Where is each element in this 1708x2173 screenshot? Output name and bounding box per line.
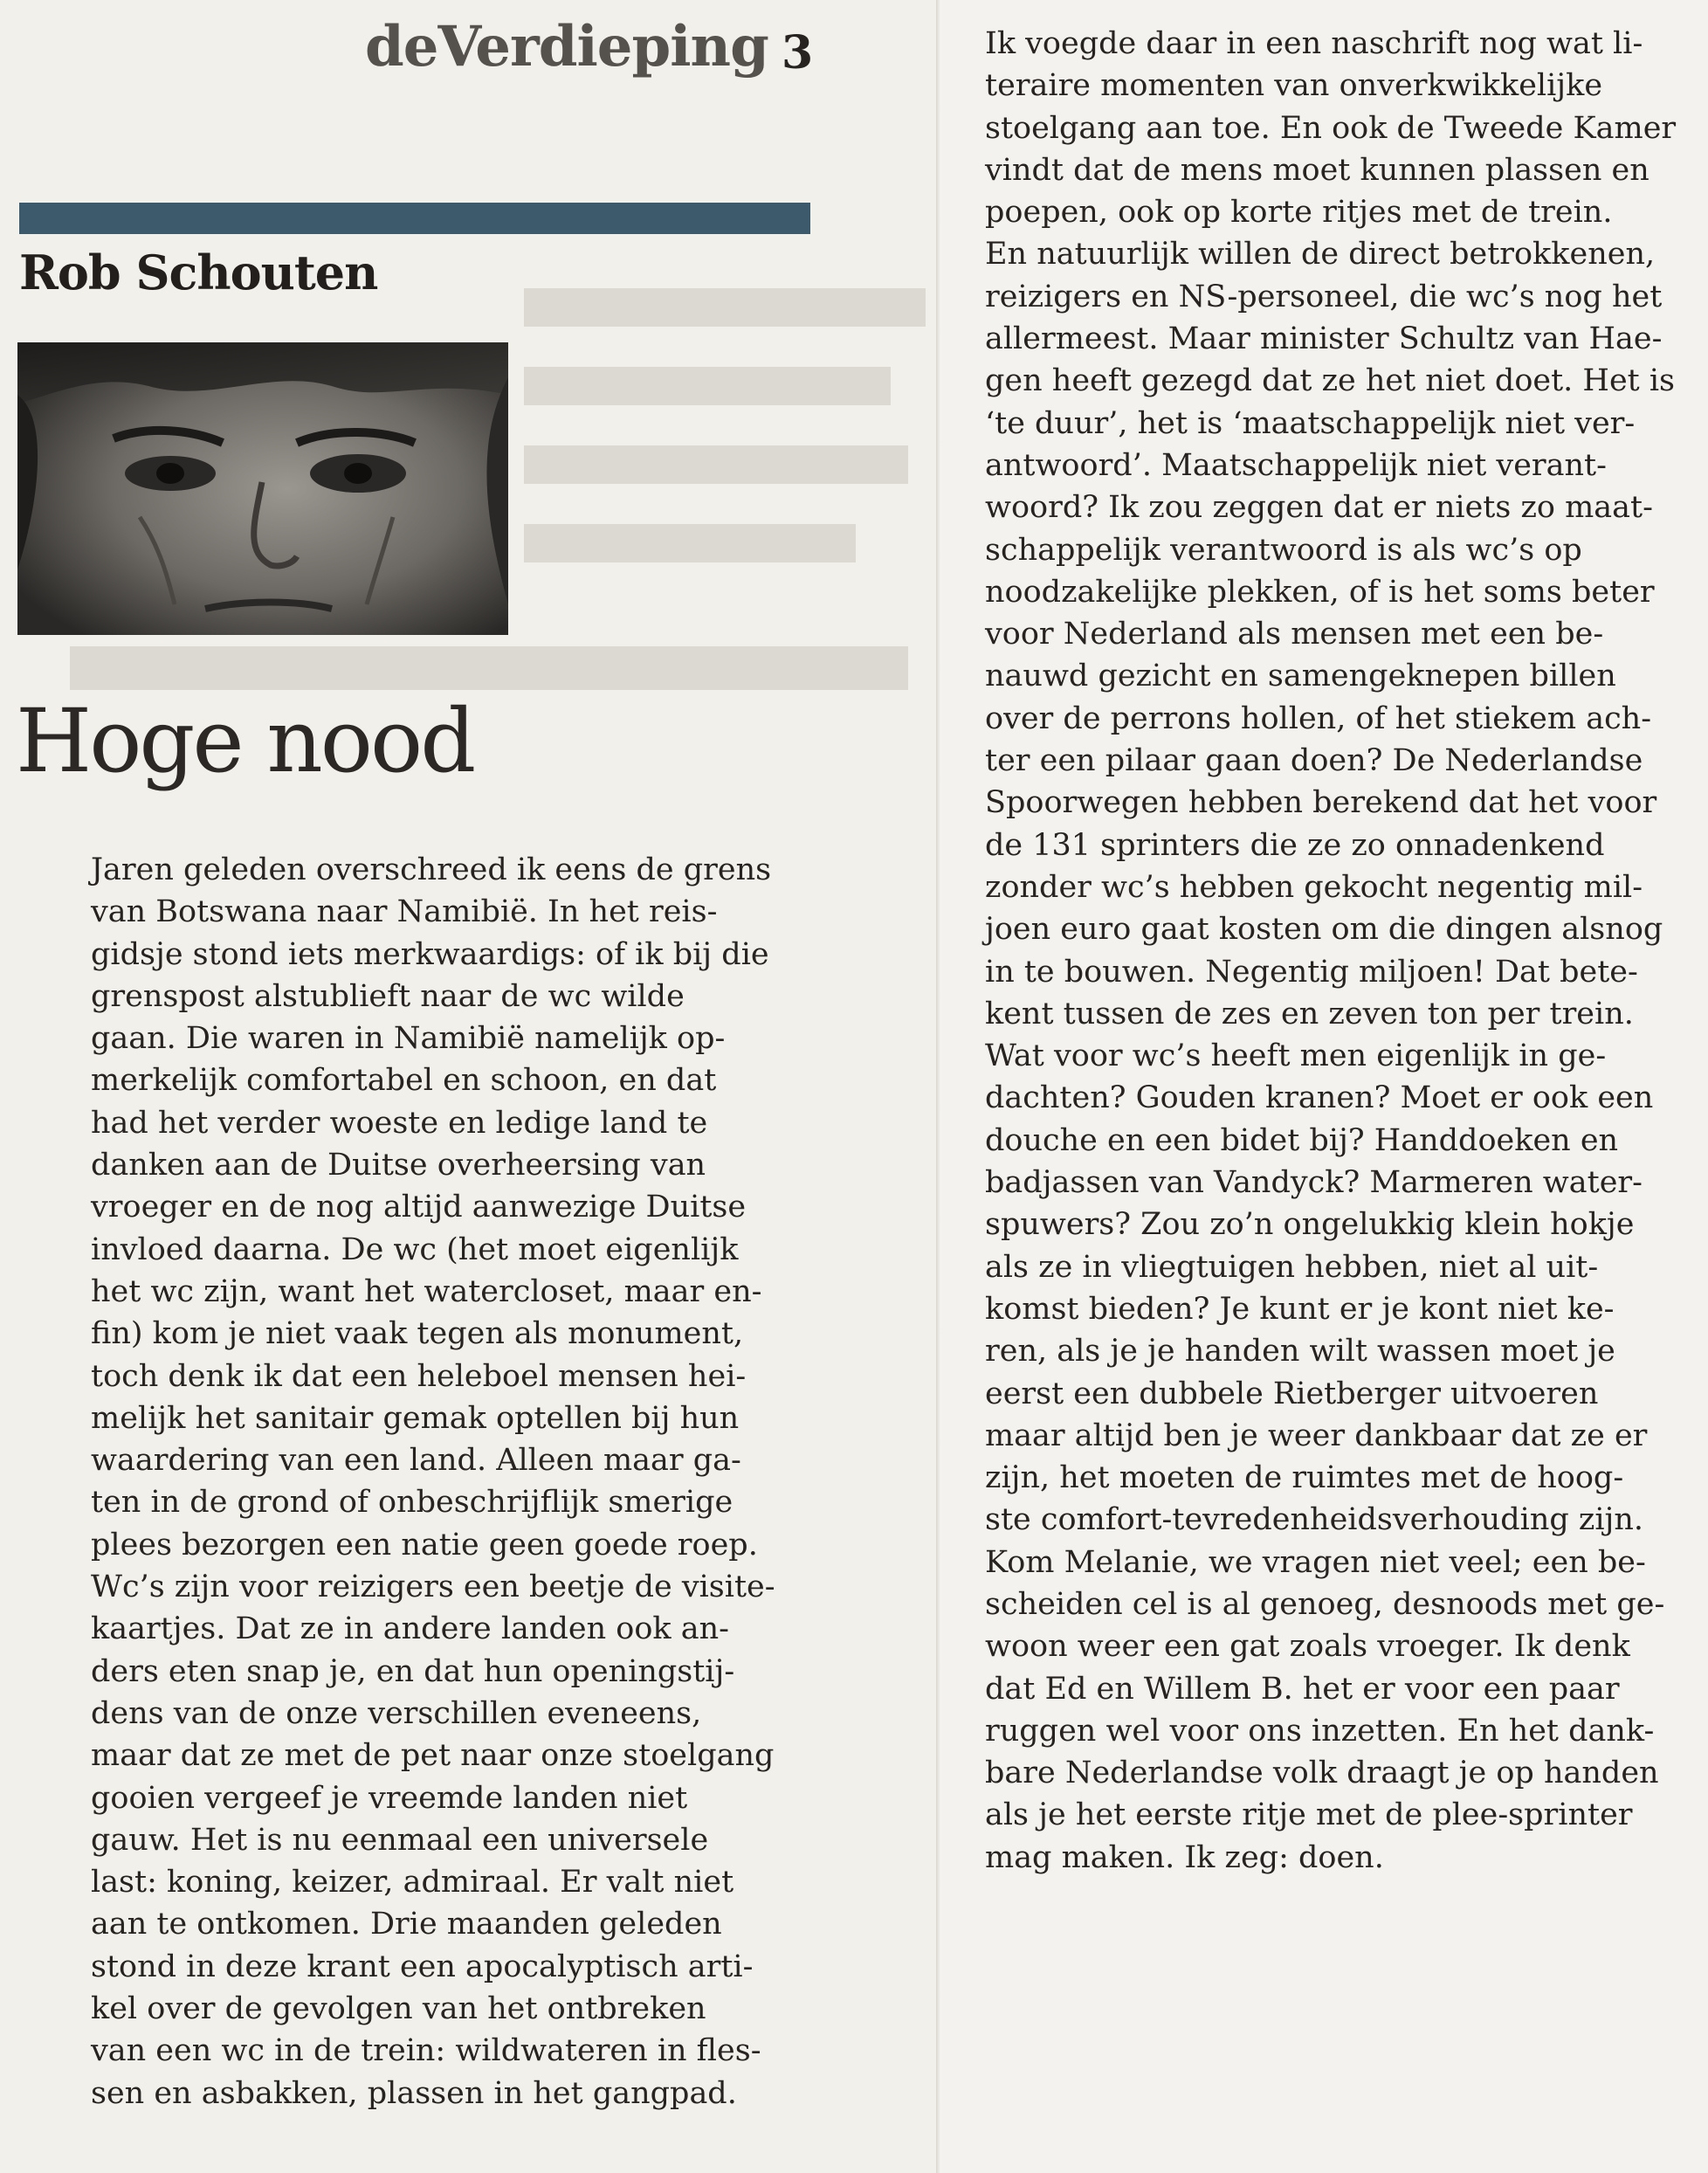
article-text-line: ren, als je je handen wilt wassen moet je (985, 1334, 1615, 1369)
article-text-line: ter een pilaar gaan doen? De Nederlandse (985, 743, 1643, 779)
article-text-line: merkelijk comfortabel en schoon, en dat (91, 1063, 717, 1099)
article-text-line: scheiden cel is al genoeg, desnoods met ge- (985, 1586, 1665, 1622)
article-text-line: Ik voegde daar in een naschrift nog wat li- (985, 26, 1643, 61)
article-text-line: kel over de gevolgen van het ontbreken (91, 1991, 706, 2027)
article-text-line: over de perrons hollen, of het stiekem ach- (985, 700, 1652, 736)
article-text-line: douche en een bidet bij? Handdoeken en (985, 1122, 1619, 1158)
article-text-line: stoelgang aan toe. En ook de Tweede Kamer (985, 110, 1677, 146)
article-text-line: kent tussen de zes en zeven ton per trein. (985, 996, 1634, 1031)
article-right-column (985, 23, 1684, 1879)
article-text-line: van Botswana naar Namibië. In het reis- (91, 894, 718, 930)
article-text-line: eerst een dubbele Rietberger uitvoeren (985, 1376, 1599, 1411)
page-divider (936, 0, 941, 2173)
section-name: deVerdieping (365, 14, 768, 79)
article-text-line: mag maken. Ik zeg: doen. (985, 1839, 1384, 1875)
article-text-line: schappelijk verantwoord is als wc’s op (985, 532, 1582, 568)
article-text-line: En natuurlijk willen de direct betrokkenen, (985, 237, 1656, 272)
article-text-line: Spoorwegen hebben berekend dat het voor (985, 785, 1657, 821)
article-text-line: zijn, het moeten de ruimtes met de hoog- (985, 1460, 1624, 1496)
article-text-line: dens van de onze verschillen eveneens, (91, 1695, 702, 1731)
article-text-line: plees bezorgen een natie geen goede roep. (91, 1527, 758, 1562)
article-left-column (91, 849, 842, 2114)
article-text-line: maar dat ze met de pet naar onze stoelgang (91, 1738, 775, 1774)
article-text-line: de 131 sprinters die ze zo onnadenkend (985, 827, 1605, 863)
article-text-line: gen heeft gezegd dat ze het niet doet. Het is (985, 363, 1676, 399)
article-text-line: gidsje stond iets merkwaardigs: of ik bij die (91, 936, 769, 972)
article-text-line: joen euro gaat kosten om die dingen alsnog (985, 912, 1663, 948)
article-text-line: had het verder woeste en ledige land te (91, 1105, 708, 1141)
article-text-line: teraire momenten van onverkwikkelijke (985, 68, 1603, 104)
article-text-line: woon weer een gat zoals vroeger. Ik denk (985, 1629, 1630, 1665)
article-text-line: danken aan de Duitse overheersing van (91, 1148, 706, 1183)
article-text-line: Kom Melanie, we vragen niet veel; een be- (985, 1544, 1646, 1580)
article-text-line: stond in deze krant een apocalyptisch arti- (91, 1949, 754, 1984)
article-text-line: als je het eerste ritje met de plee-sprinter (985, 1797, 1633, 1833)
article-text-line: ten in de grond of onbeschrijflijk smerige (91, 1485, 733, 1521)
article-text-line: grenspost alstublieft naar de wc wilde (91, 978, 685, 1014)
article-text-line: sen en asbakken, plassen in het gangpad. (91, 2075, 737, 2111)
article-text-line: gauw. Het is nu eenmaal een universele (91, 1822, 709, 1858)
article-text-line: voor Nederland als mensen met een be- (985, 617, 1604, 652)
article-text-line: maar altijd ben je weer dankbaar dat ze er (985, 1418, 1648, 1453)
article-text-line: het wc zijn, want het watercloset, maar en- (91, 1273, 762, 1309)
article-text-line: zonder wc’s hebben gekocht negentig mil- (985, 869, 1643, 905)
article-text-line: badjassen van Vandyck? Marmeren water- (985, 1165, 1643, 1201)
article-text-line: antwoord’. Maatschappelijk niet verant- (985, 447, 1607, 483)
article-text-line: nauwd gezicht en samengeknepen billen (985, 659, 1616, 694)
page-number: 3 (782, 26, 814, 79)
article-text-line: dat Ed en Willem B. het er voor een paar (985, 1671, 1620, 1707)
article-text-line: last: koning, keizer, admiraal. Er valt niet (91, 1865, 734, 1901)
article-text-line: invloed daarna. De wc (het moet eigenlijk (91, 1231, 739, 1267)
article-text-line: gooien vergeef je vreemde landen niet (91, 1780, 688, 1816)
article-text-line: als ze in vliegtuigen hebben, niet al uit- (985, 1249, 1599, 1285)
article-text-line: kaartjes. Dat ze in andere landen ook an- (91, 1611, 729, 1647)
article-text-line: dachten? Gouden kranen? Moet er ook een (985, 1080, 1654, 1116)
article-text-line: melijk het sanitair gemak optellen bij hun (91, 1400, 740, 1436)
article-text-line: Jaren geleden overschreed ik eens de grens (91, 852, 772, 887)
article-headline: Hoge nood (16, 690, 474, 792)
article-text-line: poepen, ook op korte ritjes met de trein. (985, 195, 1613, 231)
article-text-line: aan te ontkomen. Drie maanden geleden (91, 1907, 722, 1942)
article-text-line: van een wc in de trein: wildwateren in fles- (91, 2033, 761, 2069)
article-text-line: gaan. Die waren in Namibië namelijk op- (91, 1021, 726, 1057)
article-text-line: waardering van een land. Alleen maar ga- (91, 1443, 741, 1479)
article-text-line: toch denk ik dat een heleboel mensen hei- (91, 1358, 747, 1394)
article-text-line: bare Nederlandse volk draagt je op handen (985, 1756, 1659, 1791)
author-photo (17, 342, 508, 635)
article-text-line: ruggen wel voor ons inzetten. En het dank- (985, 1713, 1655, 1749)
article-text-line: woord? Ik zou zeggen dat er niets zo maat- (985, 490, 1653, 526)
article-text-line: fin) kom je niet vaak tegen als monument, (91, 1316, 744, 1352)
article-text-line: spuwers? Zou zo’n ongelukkig klein hokje (985, 1207, 1635, 1243)
article-text-line: vroeger en de nog altijd aanwezige Duitse (91, 1190, 747, 1225)
accent-bar (19, 203, 810, 234)
article-text-line: noodzakelijke plekken, of is het soms beter (985, 574, 1655, 610)
article-text-line: allermeest. Maar minister Schultz van Hae- (985, 321, 1663, 357)
article-text-line: Wc’s zijn voor reizigers een beetje de visite- (91, 1569, 775, 1605)
article-text-line: Wat voor wc’s heeft men eigenlijk in ge- (985, 1038, 1607, 1074)
article-text-line: ders eten snap je, en dat hun openingstij- (91, 1653, 735, 1689)
article-text-line: vindt dat de mens moet kunnen plassen en (985, 152, 1649, 188)
author-byline: Rob Schouten (19, 245, 378, 300)
article-text-line: ‘te duur’, het is ‘maatschappelijk niet ver- (985, 405, 1636, 441)
article-text-line: in te bouwen. Negentig miljoen! Dat bete- (985, 954, 1638, 990)
article-text-line: ste comfort-tevredenheidsverhouding zijn. (985, 1502, 1644, 1538)
article-text-line: reizigers en NS-personeel, die wc’s nog het (985, 279, 1663, 314)
article-text-line: komst bieden? Je kunt er je kont niet ke- (985, 1291, 1615, 1327)
